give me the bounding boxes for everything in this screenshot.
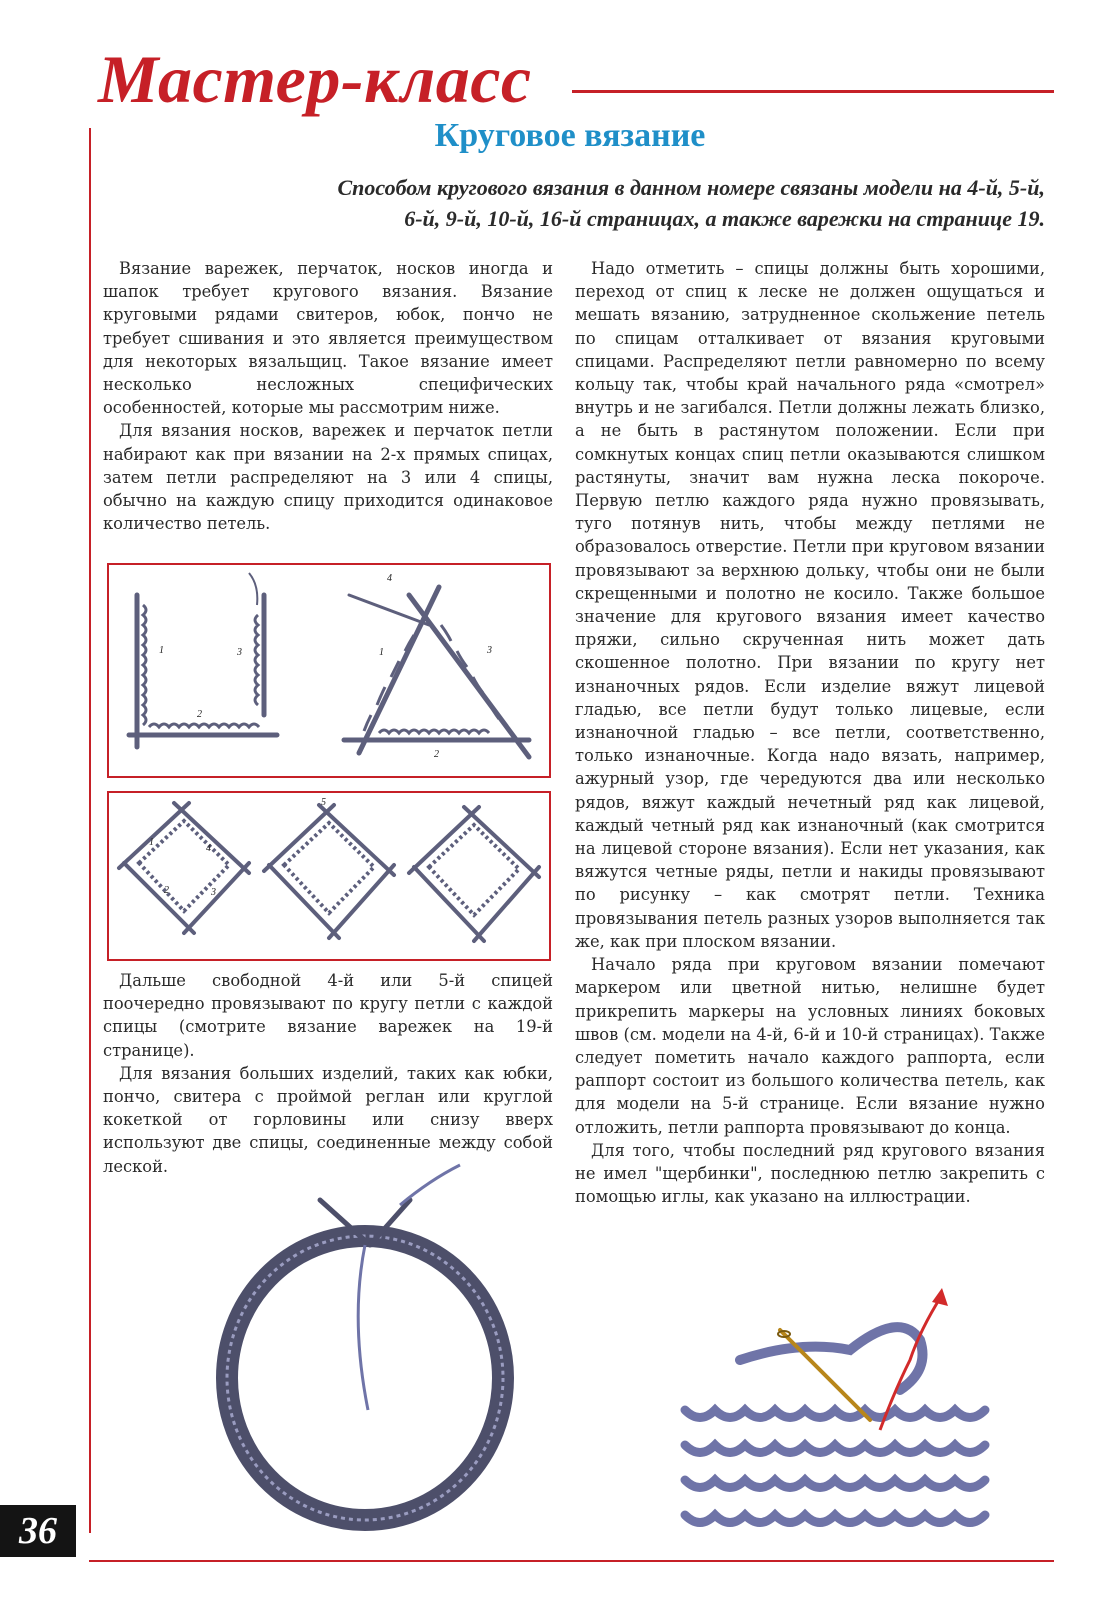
figure-four-needles [107, 791, 551, 961]
four-needles-illustration [109, 793, 549, 959]
knitted-fabric [685, 1410, 985, 1523]
right-column [575, 257, 1045, 1208]
left-margin-rule [89, 128, 91, 1533]
square-label-2: 2 [197, 709, 202, 720]
diamond-1-label-4: 4 [206, 843, 211, 854]
needle-finishing-illustration [680, 1280, 1015, 1535]
lead-line-1: Способом кругового вязания в данном номере связаны модели на 4-й, 5-й, [337, 175, 1045, 200]
left-paragraph-3: Дальше свободной 4-й или 5-й спицей поочередно провязывают по кругу петли с каждой спицы (смотрите вязание варежек на 19-й странице). [103, 971, 553, 1060]
diamond-1-label-3: 3 [211, 887, 216, 898]
left-paragraph-1: Вязание варежек, перчаток, носков иногда и шапок требует кругового вязания. Вязание круговыми рядами свитеров, юбок, пончо не требует сшивания и это является преимуществом для некоторых вязальщиц. Такое вязание имеет несколько несложных специфических особенностей, которые мы рассмотрим ниже. [103, 259, 553, 418]
square-label-3: 3 [237, 647, 242, 658]
working-yarn [358, 1245, 368, 1410]
red-arrow-head [932, 1288, 948, 1306]
diamond-diagram-3 [409, 807, 539, 941]
diamond-1-label-2: 2 [164, 885, 169, 896]
diamond-diagram-2 [264, 805, 394, 938]
diamond-diagram-1 [119, 803, 249, 933]
needle-shapes-illustration [109, 565, 549, 776]
triangle-label-1: 1 [379, 647, 384, 658]
article-title: Круговое вязание [434, 117, 706, 154]
right-paragraph-2: Начало ряда при круговом вязании помечают маркером или цветной нитью, нелишне будет прикрепить маркеры на условных линиях боковых швов (см. модели на 4-й, 6-й и 10-й страницах). Также следует пометить начало каждого раппорта, если раппорт состоит из большого количества петель, как для модели на 5-й странице. Если вязание нужно отложить, петли раппорта провязывают до конца. [575, 955, 1045, 1137]
circular-needle-illustration [200, 1160, 550, 1545]
lead-line-2: 6-й, 9-й, 10-й, 16-й страницах, а также варежки на странице 19. [404, 206, 1045, 231]
bottom-rule [89, 1560, 1054, 1562]
left-paragraph-2: Для вязания носков, варежек и перчаток петли набирают как при вязании на 2-х прямых спицах, затем петли распределяют на 3 или 4 спицы, обычно на каждую спицу приходится одинаковое количество петель. [103, 421, 553, 534]
right-paragraph-1: Надо отметить – спицы должны быть хорошими, переход от спиц к леске не должен ощущаться и мешать вязанию, затрудненное скольжение петель по спицам отталкивает от вязания круговыми спицами. Распределяют петли равномерно по всему кольцу так, чтобы край начального ряда «смотрел» внутрь и не загибался. Петли должны лежать близко, а не быть в растянутом положении. Если при сомкнутых концах спиц петли оказываются слишком растянуты, значит вам нужна леска покороче. Первую петлю каждого ряда нужно провязывать, туго потянув нить, чтобы между петлями не образовалось отверстие. Петли при круговом вязании провязывают за верхнюю дольку, чтобы они не были скрещенными и полотно не косило. Также большое значение для кругового вязания имеет качество пряжи, сильно скрученная нить может дать скошенное полотно. При вязании по кругу нет изнаночных рядов. Если изделие вяжут лицевой гладью, все петли будут только лицевые, если изнаночной гладью – все петли, соответственно, только изнаночные. Когда надо вязать, например, ажурный узор, где чередуются два или несколько рядов, вяжут каждый нечетный ряд как лицевой, каждый четный ряд как изнаночный (как смотрится на лицевой стороне вязания). Если нет указания, как вяжутся четные ряды, петли и накиды провязывают по рисунку – как смотрят петли. Техника провязывания петель разных узоров выполняется так же, как при плоском вязании. [575, 259, 1045, 951]
page-number: 36 [0, 1505, 76, 1557]
left-paragraph-4: Для вязания больших изделий, таких как юбки, пончо, свитера с проймой реглан или круглой кокеткой от горловины или снизу вверх используют две спицы, соединенные между собой леской. [103, 1063, 553, 1176]
left-column-bottom [103, 969, 553, 1178]
yarn-tail [400, 1165, 460, 1205]
red-arrow-path [880, 1295, 942, 1430]
square-diagram [129, 573, 277, 747]
figure-needle-shapes [107, 563, 551, 778]
triangle-diagram [344, 587, 529, 757]
lead-paragraph [110, 172, 1045, 234]
magazine-section-title: Мастер-класс [98, 41, 532, 117]
right-paragraph-3: Для того, чтобы последний ряд кругового вязания не имел "щербинки", последнюю петлю закрепить с помощью иглы, как указано на иллюстрации. [575, 1140, 1045, 1207]
diamond-2-label-5: 5 [321, 797, 326, 808]
triangle-label-3: 3 [487, 645, 492, 656]
triangle-label-2: 2 [434, 749, 439, 760]
diamond-1-label-1: 1 [149, 837, 154, 848]
header-rule [572, 90, 1054, 93]
square-label-1: 1 [159, 645, 164, 656]
left-column-top [103, 257, 553, 535]
triangle-label-4: 4 [387, 573, 392, 584]
